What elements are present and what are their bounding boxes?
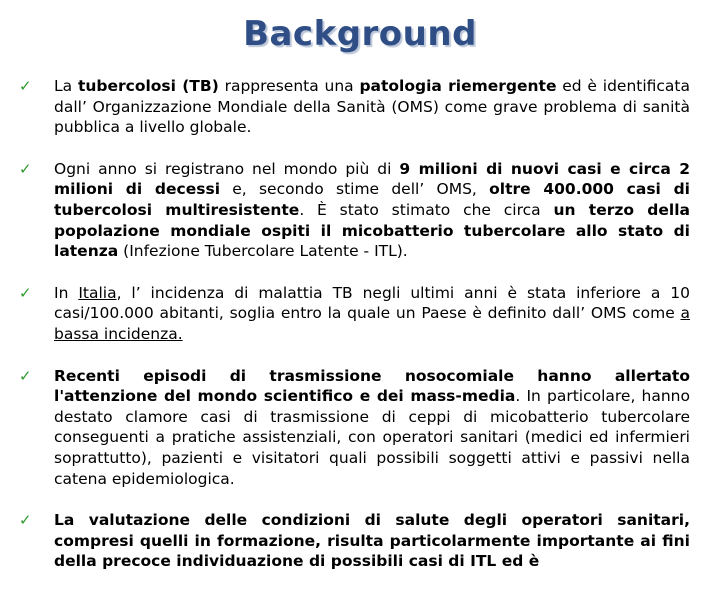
bullet-item <box>19 159 690 262</box>
checkmark-icon: ✓ <box>19 283 32 302</box>
checkmark-icon: ✓ <box>19 77 32 95</box>
checkmark-icon: ✓ <box>19 511 32 530</box>
checkmark-icon: ✓ <box>19 366 32 385</box>
bullet-text: Ogni anno si registrano nel mondo più di 9 milioni di nuovi casi e circa 2 milioni di decessi e, secondo stime dell’ OMS, oltre 400.000 casi di tubercolosi multiresistente. È stato stimato che circa un terzo della popolazione mondiale ospiti il micobatterio tubercolare allo stato di latenza (Infezione Tubercolare Latente - ITL). <box>54 159 690 261</box>
bullet-text: Recenti episodi di trasmissione nosocomiale hanno allertato l'attenzione del mondo scientifico e dei mass-media. In particolare, hanno destato clamore casi di trasmissione di ceppi di micobatterio tubercolare conseguenti a pratiche assistenziali, con operatori sanitari (medici ed infermieri soprattutto), pazienti e visitatori quali possibili soggetti attivi e passivi nella catena epidemiologica. <box>54 366 690 488</box>
bullet-text: In Italia, l’ incidenza di malattia TB negli ultimi anni è stata inferiore a 10 casi/100.000 abitanti, soglia entro la quale un Paese è definito dall’ OMS come a bassa incidenza. <box>54 283 690 343</box>
bullet-item <box>19 510 690 572</box>
bullet-item <box>19 283 690 345</box>
bullet-list <box>0 76 720 593</box>
bullet-item <box>19 366 690 490</box>
bullet-text: La valutazione delle condizioni di salute degli operatori sanitari, compresi quelli in formazione, risulta particolarmente importante ai fini della precoce individuazione di possibili casi di ITL ed è <box>54 511 690 571</box>
page-title: Background <box>243 14 477 54</box>
checkmark-icon: ✓ <box>19 159 32 178</box>
bullet-item <box>19 76 691 138</box>
bullet-text: La tubercolosi (TB) rappresenta una patologia riemergente ed è identificata dall’ Organizzazione Mondiale della Sanità (OMS) come grave problema di sanità pubblica a livello globale. <box>54 77 691 137</box>
